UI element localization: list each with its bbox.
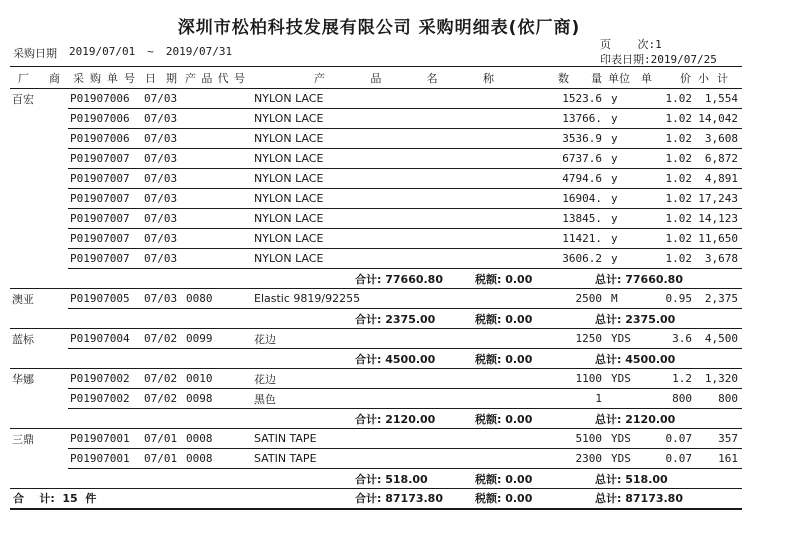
vendor-name <box>10 109 68 129</box>
line-total: 357 <box>696 429 742 449</box>
unit-price: 1.02 <box>636 89 696 109</box>
purchase-row <box>10 289 742 309</box>
order-date: 07/02 <box>140 329 182 349</box>
vendor-name: 百宏 <box>12 92 34 106</box>
group-3-grand: 总计: 2120.00 <box>595 412 676 426</box>
product-name: NYLON LACE <box>248 169 536 189</box>
product-name: NYLON LACE <box>248 209 536 229</box>
unit-price: 0.07 <box>636 449 696 469</box>
unit: YDS <box>606 369 636 389</box>
header-date: 日期 <box>140 67 182 89</box>
product-name: Elastic 9819/92255 <box>248 289 536 309</box>
header-unit-price: 单 价 <box>636 67 696 89</box>
order-no: P01907007 <box>68 249 140 269</box>
report-total-row <box>10 489 742 509</box>
unit-price: 1.02 <box>636 189 696 209</box>
quantity: 4794.6 <box>536 169 606 189</box>
order-date: 07/01 <box>140 429 182 449</box>
vendor-name <box>10 389 68 409</box>
vendor-name <box>10 189 68 209</box>
group-3-cell <box>10 409 742 429</box>
group-1-grand: 总计: 2375.00 <box>595 312 676 326</box>
unit: YDS <box>606 329 636 349</box>
header-quantity: 数 量 <box>536 67 606 89</box>
order-no: P01907005 <box>68 289 140 309</box>
purchase-row <box>10 109 742 129</box>
product-code <box>182 109 248 129</box>
quantity: 1100 <box>536 369 606 389</box>
purchase-row <box>10 129 742 149</box>
unit-price: 0.95 <box>636 289 696 309</box>
quantity: 16904. <box>536 189 606 209</box>
order-no: P01907001 <box>68 429 140 449</box>
date-to: 2019/07/31 <box>165 45 233 58</box>
vendor-name <box>10 449 68 469</box>
product-name: NYLON LACE <box>248 229 536 249</box>
purchase-row <box>10 89 742 109</box>
order-date: 07/03 <box>140 189 182 209</box>
line-total: 14,042 <box>696 109 742 129</box>
unit-price: 1.02 <box>636 129 696 149</box>
quantity: 6737.6 <box>536 149 606 169</box>
order-no: P01907006 <box>68 89 140 109</box>
quantity: 13766. <box>536 109 606 129</box>
unit-price: 1.02 <box>636 149 696 169</box>
line-total: 17,243 <box>696 189 742 209</box>
group-1-cell <box>10 309 742 329</box>
product-code <box>182 229 248 249</box>
unit: y <box>606 89 636 109</box>
unit-price: 1.02 <box>636 169 696 189</box>
vendor-name <box>10 149 68 169</box>
order-date: 07/03 <box>140 229 182 249</box>
product-name: 花边 <box>248 369 536 389</box>
product-name: SATIN TAPE <box>248 429 536 449</box>
group-4-grand: 总计: 518.00 <box>595 472 668 486</box>
order-no: P01907002 <box>68 389 140 409</box>
product-code: 0080 <box>182 289 248 309</box>
product-code: 0098 <box>182 389 248 409</box>
vendor-name: 三鼎 <box>12 432 34 446</box>
product-name: 花边 <box>248 329 536 349</box>
header-unit: 单位 <box>606 67 636 89</box>
order-no: P01907006 <box>68 129 140 149</box>
unit: y <box>606 209 636 229</box>
product-code: 0099 <box>182 329 248 349</box>
order-date: 07/01 <box>140 449 182 469</box>
vendor-name: 华娜 <box>12 372 34 386</box>
vendor-name <box>10 169 68 189</box>
header-order-no: 采购单号 <box>68 67 140 89</box>
header-amount: 小 计 <box>696 67 742 89</box>
order-date: 07/03 <box>140 149 182 169</box>
purchase-date-label: 采购日期 <box>13 47 57 60</box>
grand-total-item-count: 合 计: 15 件 <box>13 492 97 506</box>
line-total: 3,608 <box>696 129 742 149</box>
order-date: 07/03 <box>140 209 182 229</box>
product-code: 0010 <box>182 369 248 389</box>
unit: y <box>606 149 636 169</box>
quantity: 1 <box>536 389 606 409</box>
unit: YDS <box>606 429 636 449</box>
group-1-tax: 税额: 0.00 <box>475 312 533 326</box>
quantity: 5100 <box>536 429 606 449</box>
product-code: 0008 <box>182 449 248 469</box>
unit-price: 1.02 <box>636 229 696 249</box>
order-no: P01907004 <box>68 329 140 349</box>
product-code <box>182 189 248 209</box>
unit-price: 1.02 <box>636 109 696 129</box>
line-total: 161 <box>696 449 742 469</box>
unit: y <box>606 129 636 149</box>
purchase-row <box>10 149 742 169</box>
quantity: 3606.2 <box>536 249 606 269</box>
order-date: 07/03 <box>140 109 182 129</box>
unit: y <box>606 169 636 189</box>
unit-price: 1.2 <box>636 369 696 389</box>
product-name: 黑色 <box>248 389 536 409</box>
product-code <box>182 209 248 229</box>
group-4-tax: 税额: 0.00 <box>475 472 533 486</box>
unit-price: 1.02 <box>636 249 696 269</box>
purchase-row <box>10 429 742 449</box>
product-code <box>182 249 248 269</box>
group-0-subtotal: 合计: 77660.80 <box>355 272 443 286</box>
line-total: 6,872 <box>696 149 742 169</box>
group-4-subtotal: 合计: 518.00 <box>355 472 428 486</box>
page-number: 页 次:1 <box>600 38 662 51</box>
order-no: P01907007 <box>68 189 140 209</box>
quantity: 2500 <box>536 289 606 309</box>
product-code <box>182 129 248 149</box>
product-name: NYLON LACE <box>248 109 536 129</box>
order-date: 07/03 <box>140 89 182 109</box>
group-4-row <box>10 469 742 489</box>
unit: y <box>606 189 636 209</box>
product-code <box>182 169 248 189</box>
product-code: 0008 <box>182 429 248 449</box>
line-total: 2,375 <box>696 289 742 309</box>
product-code <box>182 89 248 109</box>
header-vendor: 厂 商 <box>10 67 68 89</box>
tilde-separator: ~ <box>147 45 154 58</box>
product-name: NYLON LACE <box>248 129 536 149</box>
header-product-name: 产 品 名 称 <box>248 67 536 89</box>
unit-price: 3.6 <box>636 329 696 349</box>
unit-price: 800 <box>636 389 696 409</box>
purchase-row <box>10 389 742 409</box>
order-no: P01907001 <box>68 449 140 469</box>
order-date: 07/03 <box>140 169 182 189</box>
line-total: 4,891 <box>696 169 742 189</box>
group-0-cell <box>10 269 742 289</box>
header-product-code: 产 品 代 号 <box>182 67 248 89</box>
purchase-row <box>10 449 742 469</box>
group-0-tax: 税额: 0.00 <box>475 272 533 286</box>
purchase-date-range <box>13 45 232 61</box>
product-name: NYLON LACE <box>248 149 536 169</box>
group-4-cell <box>10 469 742 489</box>
group-3-subtotal: 合计: 2120.00 <box>355 412 436 426</box>
group-2-grand: 总计: 4500.00 <box>595 352 676 366</box>
unit: M <box>606 289 636 309</box>
report-total-tax: 税额: 0.00 <box>475 492 533 506</box>
group-3-tax: 税额: 0.00 <box>475 412 533 426</box>
report-title: 深圳市松柏科技发展有限公司 采购明细表(依厂商) <box>177 18 581 38</box>
order-no: P01907007 <box>68 169 140 189</box>
order-date: 07/03 <box>140 249 182 269</box>
group-1-subtotal: 合计: 2375.00 <box>355 312 436 326</box>
product-name: NYLON LACE <box>248 89 536 109</box>
report-total-grand: 总计: 87173.80 <box>595 492 683 506</box>
vendor-name: 澳亚 <box>12 292 34 306</box>
order-no: P01907006 <box>68 109 140 129</box>
vendor-name <box>10 129 68 149</box>
order-date: 07/02 <box>140 369 182 389</box>
purchase-row <box>10 249 742 269</box>
quantity: 1250 <box>536 329 606 349</box>
group-2-row <box>10 349 742 369</box>
group-3-row <box>10 409 742 429</box>
purchase-detail-table <box>10 66 742 510</box>
line-total: 14,123 <box>696 209 742 229</box>
order-no: P01907007 <box>68 209 140 229</box>
print-date: 印表日期:2019/07/25 <box>600 53 717 66</box>
product-name: NYLON LACE <box>248 249 536 269</box>
line-total: 800 <box>696 389 742 409</box>
order-no: P01907007 <box>68 229 140 249</box>
group-2-subtotal: 合计: 4500.00 <box>355 352 436 366</box>
quantity: 13845. <box>536 209 606 229</box>
group-0-grand: 总计: 77660.80 <box>595 272 683 286</box>
unit: YDS <box>606 449 636 469</box>
unit: y <box>606 249 636 269</box>
table-header-row <box>10 67 742 89</box>
group-1-row <box>10 309 742 329</box>
order-date: 07/02 <box>140 389 182 409</box>
unit-price: 1.02 <box>636 209 696 229</box>
quantity: 3536.9 <box>536 129 606 149</box>
line-total: 4,500 <box>696 329 742 349</box>
group-0-row <box>10 269 742 289</box>
line-total: 1,554 <box>696 89 742 109</box>
purchase-row <box>10 169 742 189</box>
group-2-tax: 税额: 0.00 <box>475 352 533 366</box>
unit <box>606 389 636 409</box>
product-name: SATIN TAPE <box>248 449 536 469</box>
vendor-name <box>10 209 68 229</box>
line-total: 1,320 <box>696 369 742 389</box>
report-total-cell <box>10 489 742 509</box>
product-name: NYLON LACE <box>248 189 536 209</box>
report-total-subtotal: 合计: 87173.80 <box>355 492 443 506</box>
product-code <box>182 149 248 169</box>
unit-price: 0.07 <box>636 429 696 449</box>
line-total: 11,650 <box>696 229 742 249</box>
purchase-row <box>10 329 742 349</box>
group-2-cell <box>10 349 742 369</box>
quantity: 2300 <box>536 449 606 469</box>
date-from: 2019/07/01 <box>69 45 136 58</box>
line-total: 3,678 <box>696 249 742 269</box>
order-no: P01907002 <box>68 369 140 389</box>
purchase-row <box>10 369 742 389</box>
order-no: P01907007 <box>68 149 140 169</box>
purchase-row <box>10 189 742 209</box>
quantity: 11421. <box>536 229 606 249</box>
unit: y <box>606 229 636 249</box>
order-date: 07/03 <box>140 289 182 309</box>
vendor-name <box>10 249 68 269</box>
order-date: 07/03 <box>140 129 182 149</box>
quantity: 1523.6 <box>536 89 606 109</box>
purchase-row <box>10 229 742 249</box>
vendor-name <box>10 229 68 249</box>
purchase-row <box>10 209 742 229</box>
vendor-name: 蓝标 <box>12 332 34 346</box>
unit: y <box>606 109 636 129</box>
